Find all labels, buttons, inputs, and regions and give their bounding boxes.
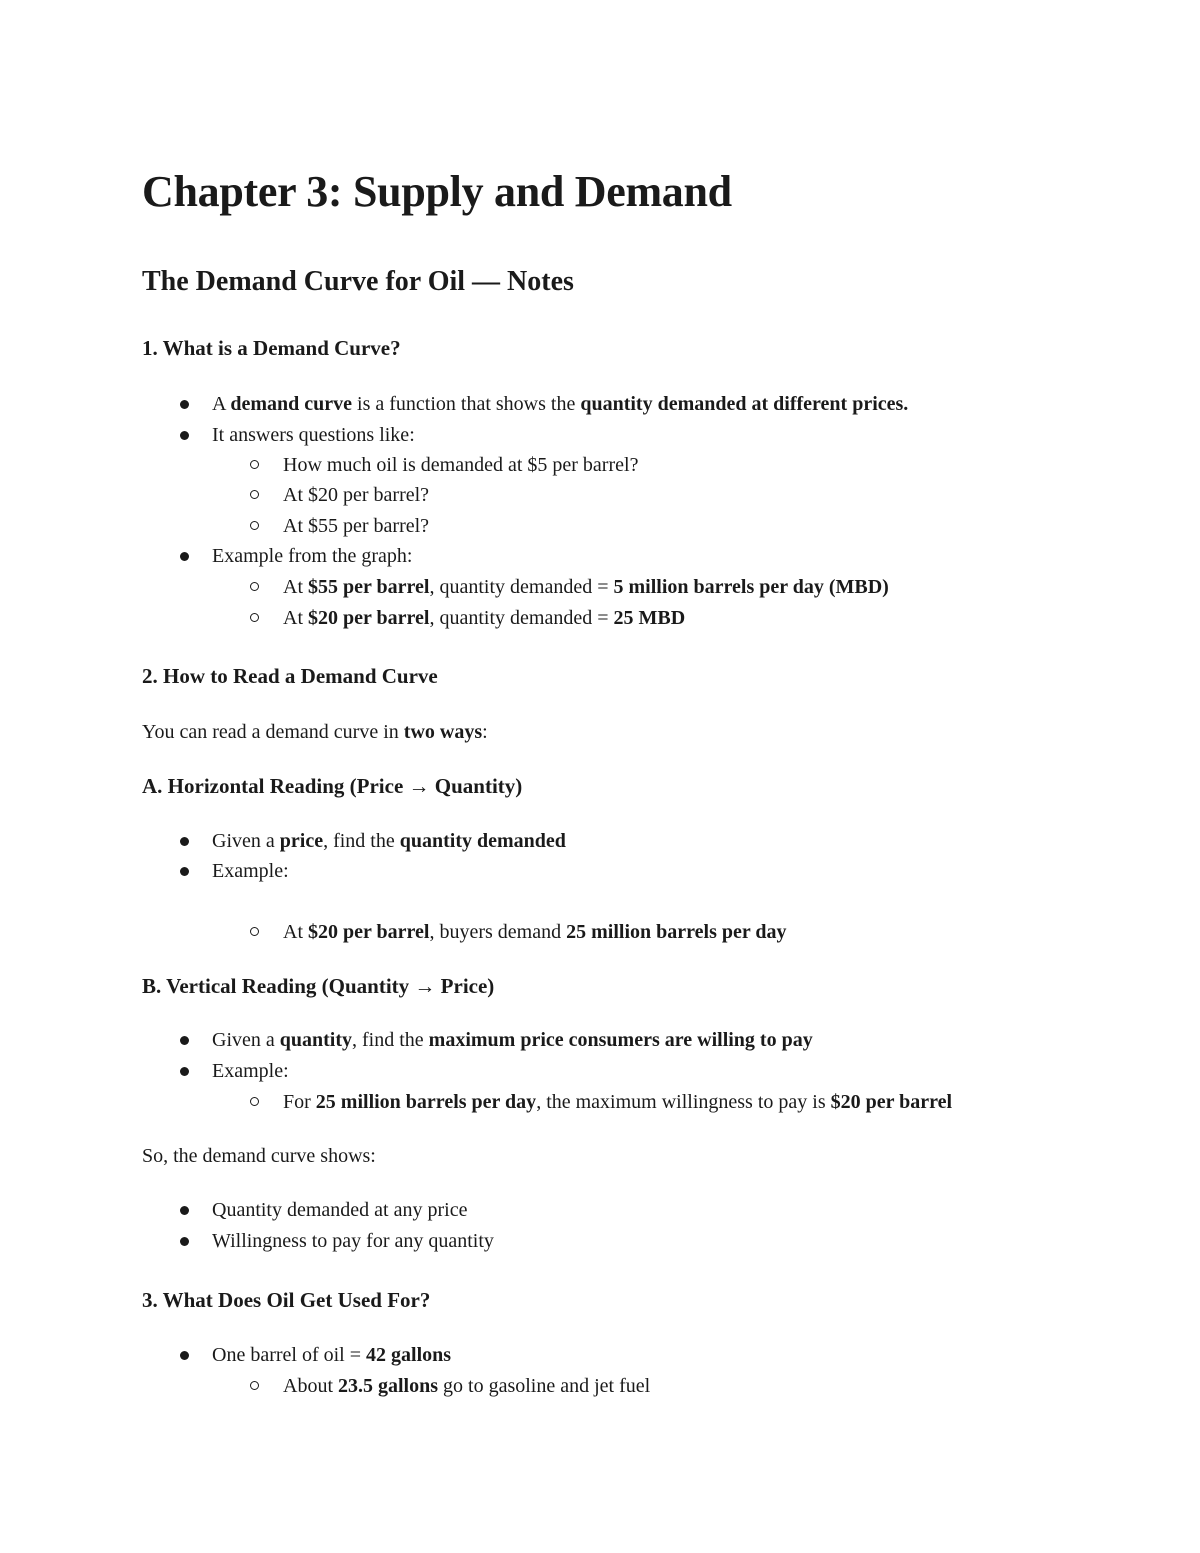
hollow-bullet-icon: [250, 1381, 259, 1390]
list-item: Willingness to pay for any quantity: [212, 1227, 494, 1255]
hollow-bullet-icon: [250, 927, 259, 936]
bullet-icon: [180, 1237, 189, 1246]
bullet-icon: [180, 552, 189, 561]
summary-text: So, the demand curve shows:: [142, 1145, 376, 1167]
list-item: At $20 per barrel?: [283, 481, 429, 509]
hollow-bullet-icon: [250, 521, 259, 530]
list-item: At $20 per barrel, quantity demanded = 25 MBD: [283, 604, 685, 632]
hollow-bullet-icon: [250, 460, 259, 469]
chapter-title: Chapter 3: Supply and Demand: [142, 167, 732, 216]
bullet-icon: [180, 400, 189, 409]
horizontal-reading-heading: A. Horizontal Reading (Price → Quantity): [142, 774, 523, 798]
list-item: Given a price, find the quantity demanded: [212, 827, 566, 855]
list-item: Quantity demanded at any price: [212, 1196, 467, 1224]
list-item: At $20 per barrel, buyers demand 25 million barrels per day: [283, 918, 787, 946]
list-item: Given a quantity, find the maximum price consumers are willing to pay: [212, 1026, 813, 1054]
hollow-bullet-icon: [250, 582, 259, 591]
list-item: At $55 per barrel, quantity demanded = 5 million barrels per day (MBD): [283, 573, 889, 601]
list-item: Example from the graph:: [212, 542, 413, 570]
list-item: For 25 million barrels per day, the maximum willingness to pay is $20 per barrel: [283, 1088, 952, 1116]
list-item: About 23.5 gallons go to gasoline and jet fuel: [283, 1372, 650, 1400]
section-2-heading: 2. How to Read a Demand Curve: [142, 664, 438, 688]
list-item: How much oil is demanded at $5 per barrel?: [283, 451, 638, 479]
notes-subtitle: The Demand Curve for Oil — Notes: [142, 266, 574, 297]
bullet-icon: [180, 1067, 189, 1076]
list-item: Example:: [212, 1057, 289, 1085]
bullet-icon: [180, 1351, 189, 1360]
list-item: Example:: [212, 857, 289, 885]
list-item: It answers questions like:: [212, 421, 415, 449]
bullet-icon: [180, 1036, 189, 1045]
bullet-icon: [180, 837, 189, 846]
hollow-bullet-icon: [250, 490, 259, 499]
section-2-intro: You can read a demand curve in two ways:: [142, 721, 488, 743]
bullet-icon: [180, 1206, 189, 1215]
list-item: A demand curve is a function that shows the quantity demanded at different prices.: [212, 390, 908, 418]
bullet-icon: [180, 431, 189, 440]
hollow-bullet-icon: [250, 613, 259, 622]
list-item: At $55 per barrel?: [283, 512, 429, 540]
list-item: One barrel of oil = 42 gallons: [212, 1341, 451, 1369]
section-1-heading: 1. What is a Demand Curve?: [142, 336, 401, 360]
bullet-icon: [180, 867, 189, 876]
section-3-heading: 3. What Does Oil Get Used For?: [142, 1288, 431, 1312]
vertical-reading-heading: B. Vertical Reading (Quantity → Price): [142, 974, 495, 998]
hollow-bullet-icon: [250, 1097, 259, 1106]
